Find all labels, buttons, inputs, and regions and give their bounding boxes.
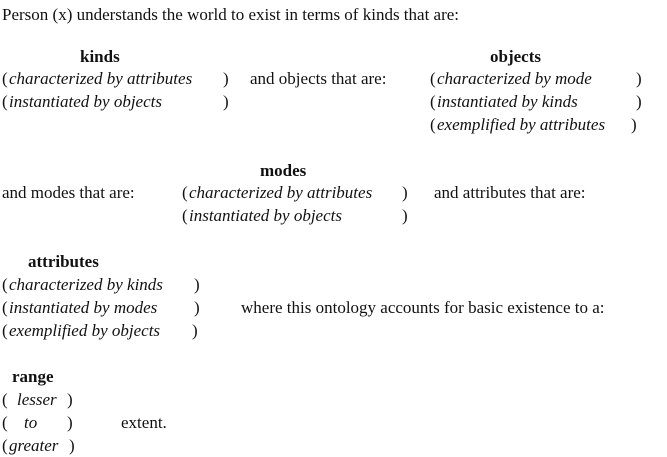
modes-line-2: instantiated by objects [189,206,342,225]
kinds-line-2: instantiated by objects [9,92,162,111]
kinds-line-1: characterized by attributes [9,69,193,88]
intro-text: Person (x) understands the world to exist in terms of kinds that are: [2,5,460,24]
kinds-heading: kinds [80,47,120,66]
connector-objects: and objects that are: [250,69,387,88]
open-paren: ( [2,298,8,317]
open-paren: ( [2,92,8,111]
open-paren: ( [2,321,8,340]
objects-line-3: exemplified by attributes [437,115,606,134]
attributes-line-1: characterized by kinds [9,275,163,294]
attributes-heading: attributes [28,252,99,271]
open-paren: ( [2,436,8,455]
close-paren: ) [402,206,408,225]
closing-text: extent. [121,413,167,432]
attributes-line-2: instantiated by modes [9,298,158,317]
close-paren: ) [631,115,637,134]
open-paren: ( [2,413,8,432]
modes-line-1: characterized by attributes [189,183,373,202]
objects-line-1: characterized by mode [437,69,592,88]
close-paren: ) [192,321,198,340]
attributes-line-3: exemplified by objects [9,321,161,340]
open-paren: ( [182,183,188,202]
close-paren: ) [69,436,75,455]
connector-attributes: and attributes that are: [434,183,586,202]
objects-heading: objects [490,47,541,66]
objects-line-2: instantiated by kinds [437,92,578,111]
open-paren: ( [430,69,436,88]
close-paren: ) [223,69,229,88]
open-paren: ( [430,115,436,134]
modes-heading: modes [260,161,307,180]
close-paren: ) [67,413,73,432]
open-paren: ( [2,69,8,88]
close-paren: ) [402,183,408,202]
close-paren: ) [67,390,73,409]
open-paren: ( [182,206,188,225]
open-paren: ( [430,92,436,111]
close-paren: ) [194,275,200,294]
close-paren: ) [636,92,642,111]
range-line-3: greater [9,436,59,455]
close-paren: ) [194,298,200,317]
connector-modes: and modes that are: [2,183,135,202]
open-paren: ( [2,390,8,409]
range-line-1: lesser [17,390,57,409]
close-paren: ) [636,69,642,88]
open-paren: ( [2,275,8,294]
range-line-2: to [24,413,38,432]
close-paren: ) [223,92,229,111]
range-heading: range [12,367,54,386]
connector-range: where this ontology accounts for basic existence to a: [241,298,605,317]
